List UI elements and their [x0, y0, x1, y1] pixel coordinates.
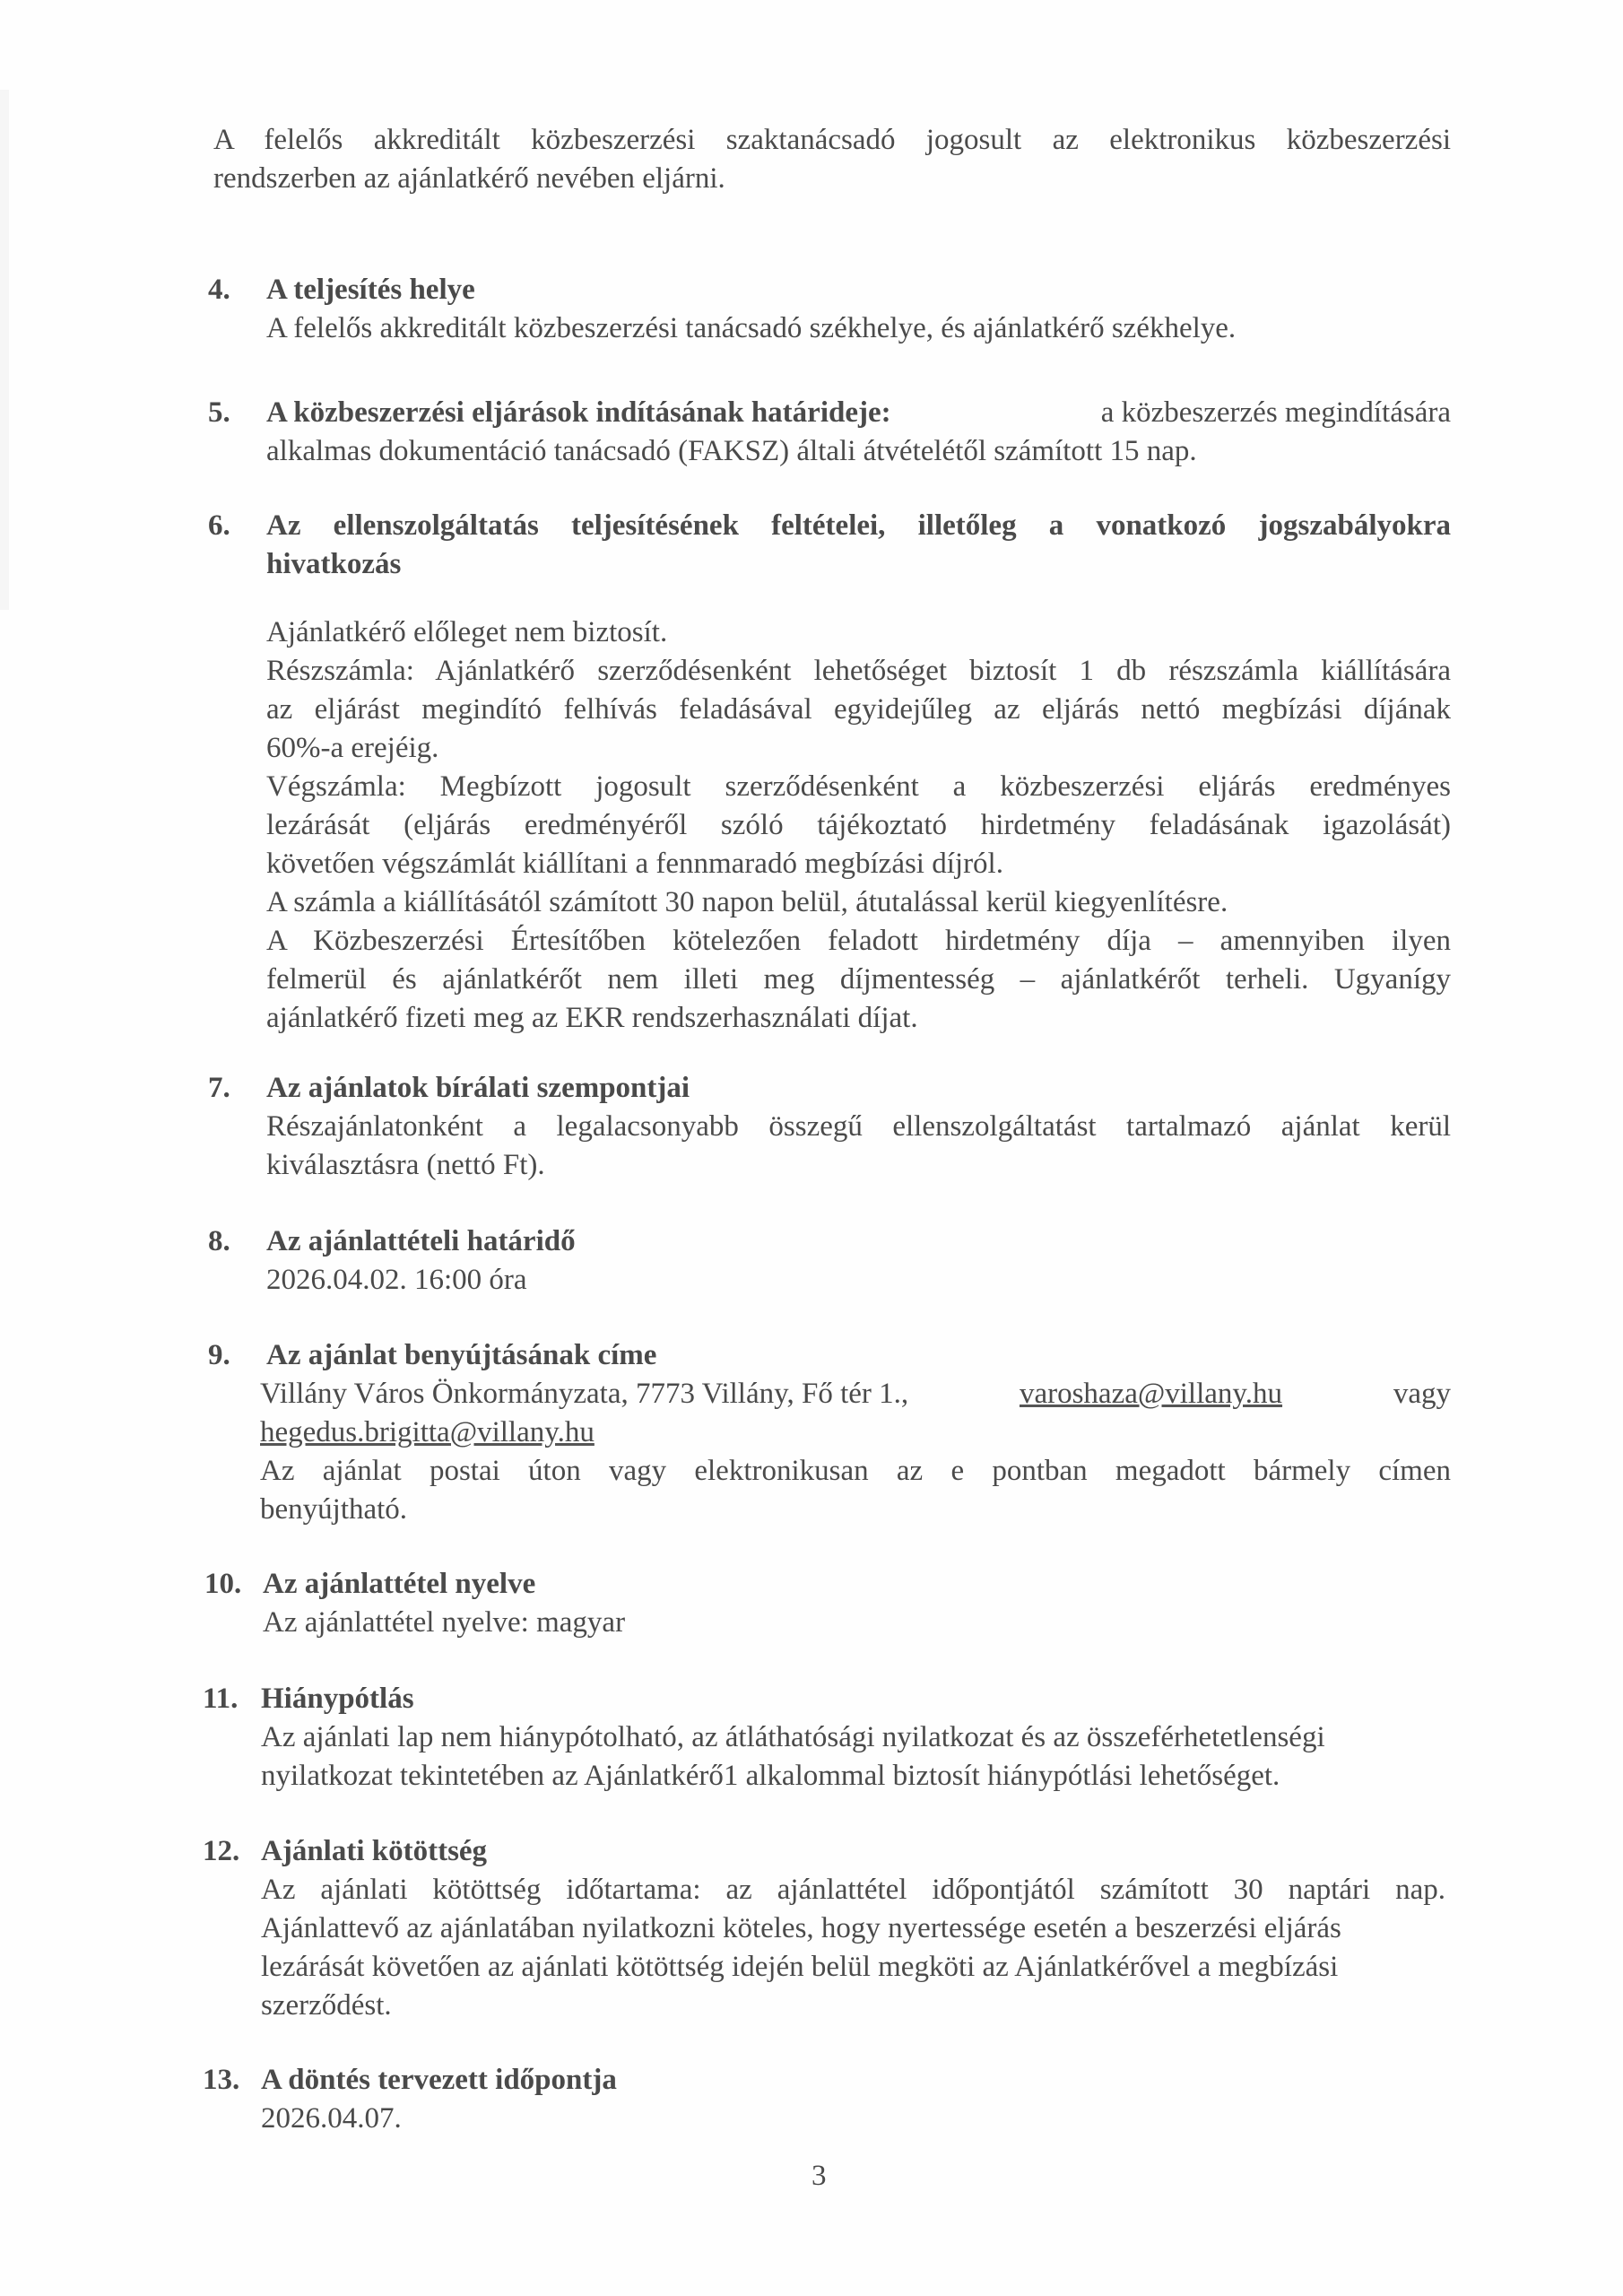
section-number: 6. [208, 509, 230, 542]
section-body [261, 2100, 1445, 2138]
section-7 [208, 1069, 1451, 1185]
address-line [260, 1375, 1451, 1413]
section-5 [208, 394, 1451, 471]
section-heading: A döntés tervezett időpontja [261, 2064, 617, 2096]
address-text: Villány Város Önkormányzata, 7773 Villány, Fő tér 1., [260, 1378, 909, 1410]
body-line: felmerül és ajánlatkérőt nem illeti meg díjmentesség – ajánlatkérőt terheli. Ugyanígy [266, 963, 1451, 996]
body-line: Az ajánlati kötöttség időtartama: az ajánlattétel időpontjától számított 30 naptári nap. [261, 1874, 1445, 1906]
section-heading: Az ajánlattétel nyelve [263, 1568, 536, 1600]
section-heading: A teljesítés helye [266, 274, 475, 306]
section-4 [208, 271, 1451, 348]
body-line: kiválasztásra (nettó Ft). [266, 1149, 545, 1181]
section-number: 13. [203, 2064, 240, 2096]
section-body [266, 1261, 1451, 1300]
section-number: 4. [208, 274, 230, 306]
heading-line: Az ellenszolgáltatás teljesítésének feltételei, illetőleg a vonatkozó jogszabályokra [266, 509, 1451, 542]
intro-paragraph [213, 121, 1451, 198]
section-number: 11. [203, 1683, 239, 1715]
section-body [261, 1871, 1445, 2025]
body-line: benyújtható. [260, 1493, 408, 1526]
section-heading [266, 507, 1451, 584]
body-line: Az ajánlattétel nyelve: magyar [263, 1606, 626, 1639]
section-number: 8. [208, 1225, 230, 1257]
section-body [266, 1108, 1451, 1185]
body-line: lezárását követően az ajánlati kötöttség idején belül megköti az Ajánlatkérővel a megbízási [261, 1951, 1339, 1983]
body-line: lezárását (eljárás eredményéről szóló tájékoztató hirdetmény feladásának igazolását) [266, 809, 1451, 841]
body-line: A Közbeszerzési Értesítőben kötelezően feladott hirdetmény díja – amennyiben ilyen [266, 925, 1451, 957]
intro-line: rendszerben az ajánlatkérő nevében eljárni. [213, 162, 725, 195]
section-body [266, 309, 1451, 348]
body-line: szerződést. [261, 1989, 392, 2022]
section-heading-line [266, 394, 1451, 432]
body-line: Ajánlattevő az ajánlatában nyilatkozni köteles, hogy nyertessége esetén a beszerzési eljárás [261, 1912, 1341, 1944]
section-10 [204, 1565, 1447, 1642]
section-body [266, 432, 1451, 471]
section-12 [203, 1832, 1445, 2025]
section-number: 9. [208, 1339, 230, 1371]
section-body [266, 613, 1451, 1038]
section-heading: Az ajánlattételi határidő [266, 1225, 576, 1257]
body-line: nyilatkozat tekintetében az Ajánlatkérő1 alkalommal biztosít hiánypótlási lehetőséget. [261, 1760, 1280, 1792]
heading-line: hivatkozás [266, 548, 402, 580]
deadline-value: 2026.04.02. 16:00 óra [266, 1264, 527, 1296]
section-body [260, 1375, 1451, 1529]
body-line: Részajánlatonként a legalacsonyabb összegű ellenszolgáltatást tartalmazó ajánlat kerül [266, 1110, 1451, 1143]
section-heading: Ajánlati kötöttség [261, 1835, 488, 1867]
body-line: Ajánlatkérő előleget nem biztosít. [266, 616, 668, 648]
body-line: Részszámla: Ajánlatkérő szerződésenként lehetőséget biztosít 1 db részszámla kiállítására [266, 655, 1451, 687]
body-line: A számla a kiállításától számított 30 napon belül, átutalással kerül kiegyenlítésre. [266, 886, 1228, 918]
body-line: követően végszámlát kiállítani a fennmaradó megbízási díjról. [266, 848, 1003, 880]
section-13 [203, 2061, 1445, 2138]
section-heading-tail: a közbeszerzés megindítására [1100, 396, 1451, 429]
body-line: Az ajánlat postai úton vagy elektronikusan az e pontban megadott bármely címen [260, 1455, 1451, 1487]
section-8 [208, 1222, 1451, 1300]
section-heading: Az ajánlat benyújtásának címe [266, 1339, 657, 1371]
body-line: Végszámla: Megbízott jogosult szerződésenként a közbeszerzési eljárás eredményes [266, 770, 1451, 803]
section-6 [208, 507, 1451, 1038]
body-line: alkalmas dokumentáció tanácsadó (FAKSZ) általi átvételétől számított 15 nap. [266, 435, 1197, 467]
body-line: az eljárást megindító felhívás feladásával egyidejűleg az eljárás nettó megbízási díjának [266, 693, 1451, 726]
section-number: 10. [204, 1568, 242, 1600]
section-number: 5. [208, 396, 230, 429]
section-number: 7. [208, 1072, 230, 1104]
intro-line: A felelős akkreditált közbeszerzési szaktanácsadó jogosult az elektronikus közbeszerzési [213, 124, 1451, 156]
scan-edge-shadow [0, 90, 9, 610]
page-number: 3 [812, 2160, 827, 2192]
section-11 [203, 1680, 1445, 1796]
section-heading: Az ajánlatok bírálati szempontjai [266, 1072, 690, 1104]
section-body [261, 1718, 1445, 1796]
email-joiner: vagy [1393, 1378, 1451, 1410]
section-heading: A közbeszerzési eljárások indításának határideje: [266, 396, 891, 429]
section-number: 12. [203, 1835, 240, 1867]
body-line: Az ajánlati lap nem hiánypótolható, az átláthatósági nyilatkozat és az összeférhetetlenségi [261, 1721, 1325, 1753]
decision-date: 2026.04.07. [261, 2102, 402, 2135]
email-link-hegedus[interactable]: hegedus.brigitta@villany.hu [260, 1416, 595, 1448]
section-body [263, 1604, 1447, 1642]
section-heading: Hiánypótlás [261, 1683, 414, 1715]
body-line: A felelős akkreditált közbeszerzési tanácsadó székhelye, és ajánlatkérő székhelye. [266, 312, 1237, 344]
section-9 [208, 1336, 1451, 1529]
body-line: 60%-a erejéig. [266, 732, 439, 764]
body-line: ajánlatkérő fizeti meg az EKR rendszerhasználati díjat. [266, 1002, 918, 1034]
email-link-varoshaza[interactable]: varoshaza@villany.hu [1019, 1378, 1283, 1410]
